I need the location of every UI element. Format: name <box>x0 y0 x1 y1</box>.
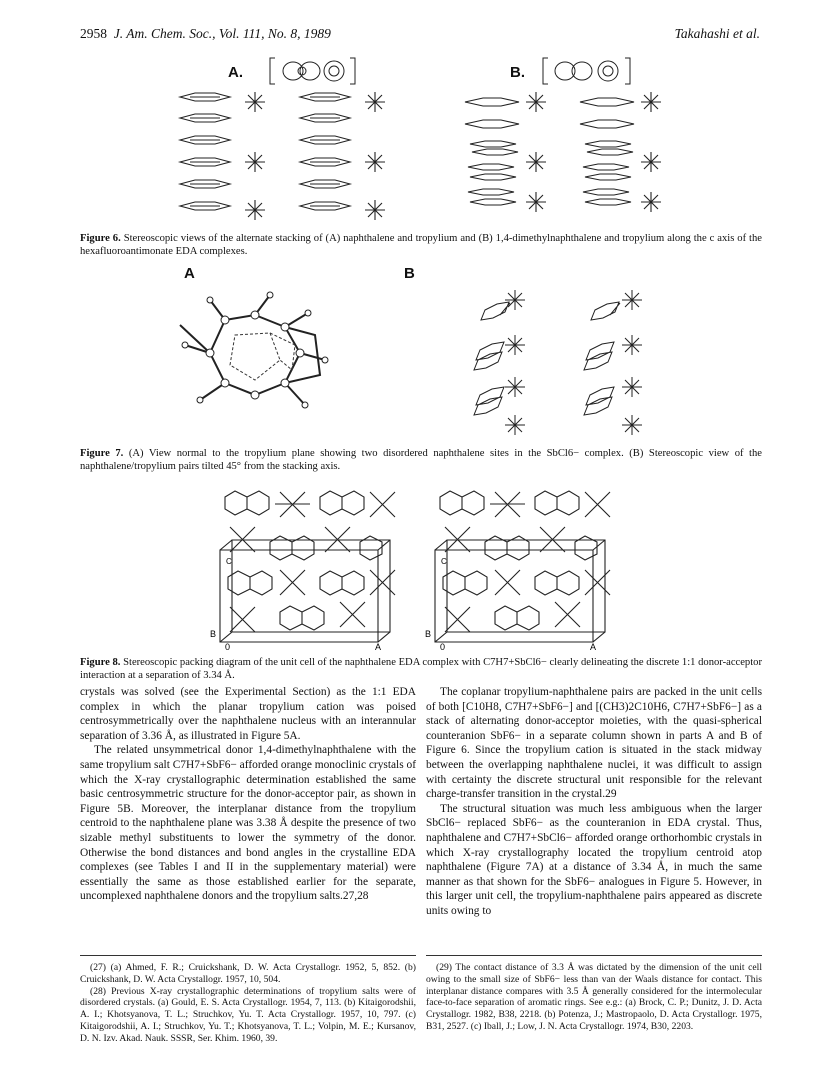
footnotes-left <box>80 962 416 1045</box>
figure-7-panel-a-label: A <box>184 265 195 282</box>
figure-6-caption <box>80 232 762 258</box>
figure-7 <box>80 265 762 440</box>
footnote: (29) The contact distance of 3.3 Å was dictated by the dimension of the unit cell owing to the small size of SbF6− less than van der Waals distance for contact. This interplanar distance compares with 3.5 Å generally considered for the intermolecular face-to-face separation of aromatic rings. See e.g.: (a) Brock, C. P.; Dunitz, J. D. Acta Crystallogr. 1982, B38, 2218. (b) Potenza, J.; Mastropaolo, D. Acta Crystallogr. 1975, B31, 2527. (c) Iball, J.; Low, J. N. Acta Crystallogr. 1974, B30, 2203. <box>426 962 762 1032</box>
figure-8-right-axis-a: A <box>590 642 597 652</box>
figure-8-caption-text: Stereoscopic packing diagram of the unit cell of the naphthalene EDA complex with C7H7+SbCl6− clearly delineating the discrete 1:1 donor-acceptor interaction at a separation of 3.34 Å. <box>80 657 762 681</box>
figure-8-right-axis-o: 0 <box>440 642 446 652</box>
figure-8-caption <box>80 656 762 682</box>
figure-6 <box>80 52 762 227</box>
figure-6-panel-a-label: A. <box>228 64 243 81</box>
figure-8-right-axis-b: B <box>425 629 432 639</box>
figure-8-packing-diagram <box>80 482 762 652</box>
page-number: 2958 <box>80 26 107 41</box>
figure-8-left-axis-b: B <box>210 629 217 639</box>
left-column <box>80 685 416 904</box>
right-column <box>426 685 762 919</box>
figure-6-panel-b-label: B. <box>510 64 525 81</box>
footnotes-right <box>426 962 762 1033</box>
figure-7-caption <box>80 447 762 473</box>
right-paragraph: The coplanar tropylium-naphthalene pairs are packed in the unit cells of both [C10H8, C7H7+SbF6−] and [(CH3)2C10H6, C7H7+SbF6−] as a stack of alternating donor-acceptor moieties, with the quasi-spherical counteranion SbF6− in a separate column shown in parts A and B of Figure 6. Since the tropylium cation is situated in the stack midway between the overlapping naphthalene nuclei, it was difficult to assign with certainty the discrete structural unit responsible for the relevant charge-transfer transition in the crystal.29 <box>426 686 762 801</box>
figure-8-caption-label: Figure 8. <box>80 657 121 668</box>
figure-8 <box>80 482 762 652</box>
figure-7-panel-b-label: B <box>404 265 415 282</box>
figure-7-caption-text: (A) View normal to the tropylium plane showing two disordered naphthalene sites in the SbCl6− complex. (B) Stereoscopic view of the naphthalene/tropylium pairs tilted 45° from the stacking axis. <box>80 448 762 472</box>
figure-8-left-axis-c: C <box>226 557 232 566</box>
journal-citation <box>80 26 331 42</box>
figure-8-right-axis-c: C <box>441 557 447 566</box>
figure-6-caption-label: Figure 6. <box>80 233 121 244</box>
footnote: (28) Previous X-ray crystallographic determinations of tropylium salts were of disordered crystals. (a) Gould, E. S. Acta Crystallogr. 1954, 7, 113. (b) Kitaigorodshii, A. I.; Khotsyanova, T. L.; Struchkov, Yu. T. Acta Crystallogr. 1957, 10, 797. (c) Kitaigorodshii, A. I.; Struchkov, Yu. T.; Khotsyanova, T. L.; Volpin, M. E.; Kursanov, D. N. Izv. Akad. Nauk. SSSR, Ser. Khim. 1960, 39. <box>80 985 416 1044</box>
journal-name: J. Am. Chem. Soc., Vol. 111, No. 8, 1989 <box>113 26 331 41</box>
figure-6-stacking-drawing <box>80 52 762 227</box>
figure-6-caption-text: Stereoscopic views of the alternate stacking of (A) naphthalene and tropylium and (B) 1,4-dimethylnaphthalene and tropylium along the c axis of the hexafluoroantimonate EDA complexes. <box>80 233 762 257</box>
running-header <box>80 26 760 46</box>
figure-8-left-axis-o: 0 <box>225 642 231 652</box>
footnote: (27) (a) Ahmed, F. R.; Cruickshank, D. W. Acta Crystallogr. 1952, 5, 852. (b) Cruickshank, D. W. Acta Crystallogr. 1957, 10, 504. <box>80 962 416 985</box>
figure-7-molecular-drawing <box>80 265 762 440</box>
left-paragraph: The related unsymmetrical donor 1,4-dimethylnaphthalene with the same tropylium salt C7H7+SbF6− afforded orange monoclinic crystals of which the X-ray crystallographic determination established the same basic centrosymmetric structure for the donor-acceptor pair, as shown in Figure 5B. Moreover, the interplanar distance from the tropylium centroid to the naphthalene plane was 3.38 Å despite the presence of two sizable methyl substituents to lower the symmetry of the donor. Otherwise the bond distances and bond angles in the crystalline EDA complexes (see Tables I and II in the supplementary material) were essentially the same as those established earlier for the separate, uncomplexed naphthalene donors and the tropylium salts.27,28 <box>80 744 416 903</box>
author-names: Takahashi et al. <box>674 26 760 41</box>
figure-8-left-axis-a: A <box>375 642 382 652</box>
footnote-rule-right <box>426 955 762 956</box>
footnote-rule-left <box>80 955 416 956</box>
left-paragraph: crystals was solved (see the Experimental Section) as the 1:1 EDA complex in which the planar tropylium cation was poised centrosymmetrically over the naphthalene nucleus with an interannular separation of 3.36 Å, as illustrated in Figure 5A. <box>80 686 416 742</box>
figure-7-caption-label: Figure 7. <box>80 448 124 459</box>
right-paragraph: The structural situation was much less ambiguous when the larger SbCl6− replaced SbF6− as the counteranion in EDA crystal. Thus, naphthalene and C7H7+SbCl6− afforded orange orthorhombic crystals in which X-ray crystallography located the tropylium centroid atop naphthalene (Figure 7A) at a distance of 3.34 Å, in much the same manner as that shown for the SbF6− analogues in Figure 5. However, in this larger unit cell, the tropylium-naphthalene pairs appeared as discrete units owing to <box>426 802 762 917</box>
